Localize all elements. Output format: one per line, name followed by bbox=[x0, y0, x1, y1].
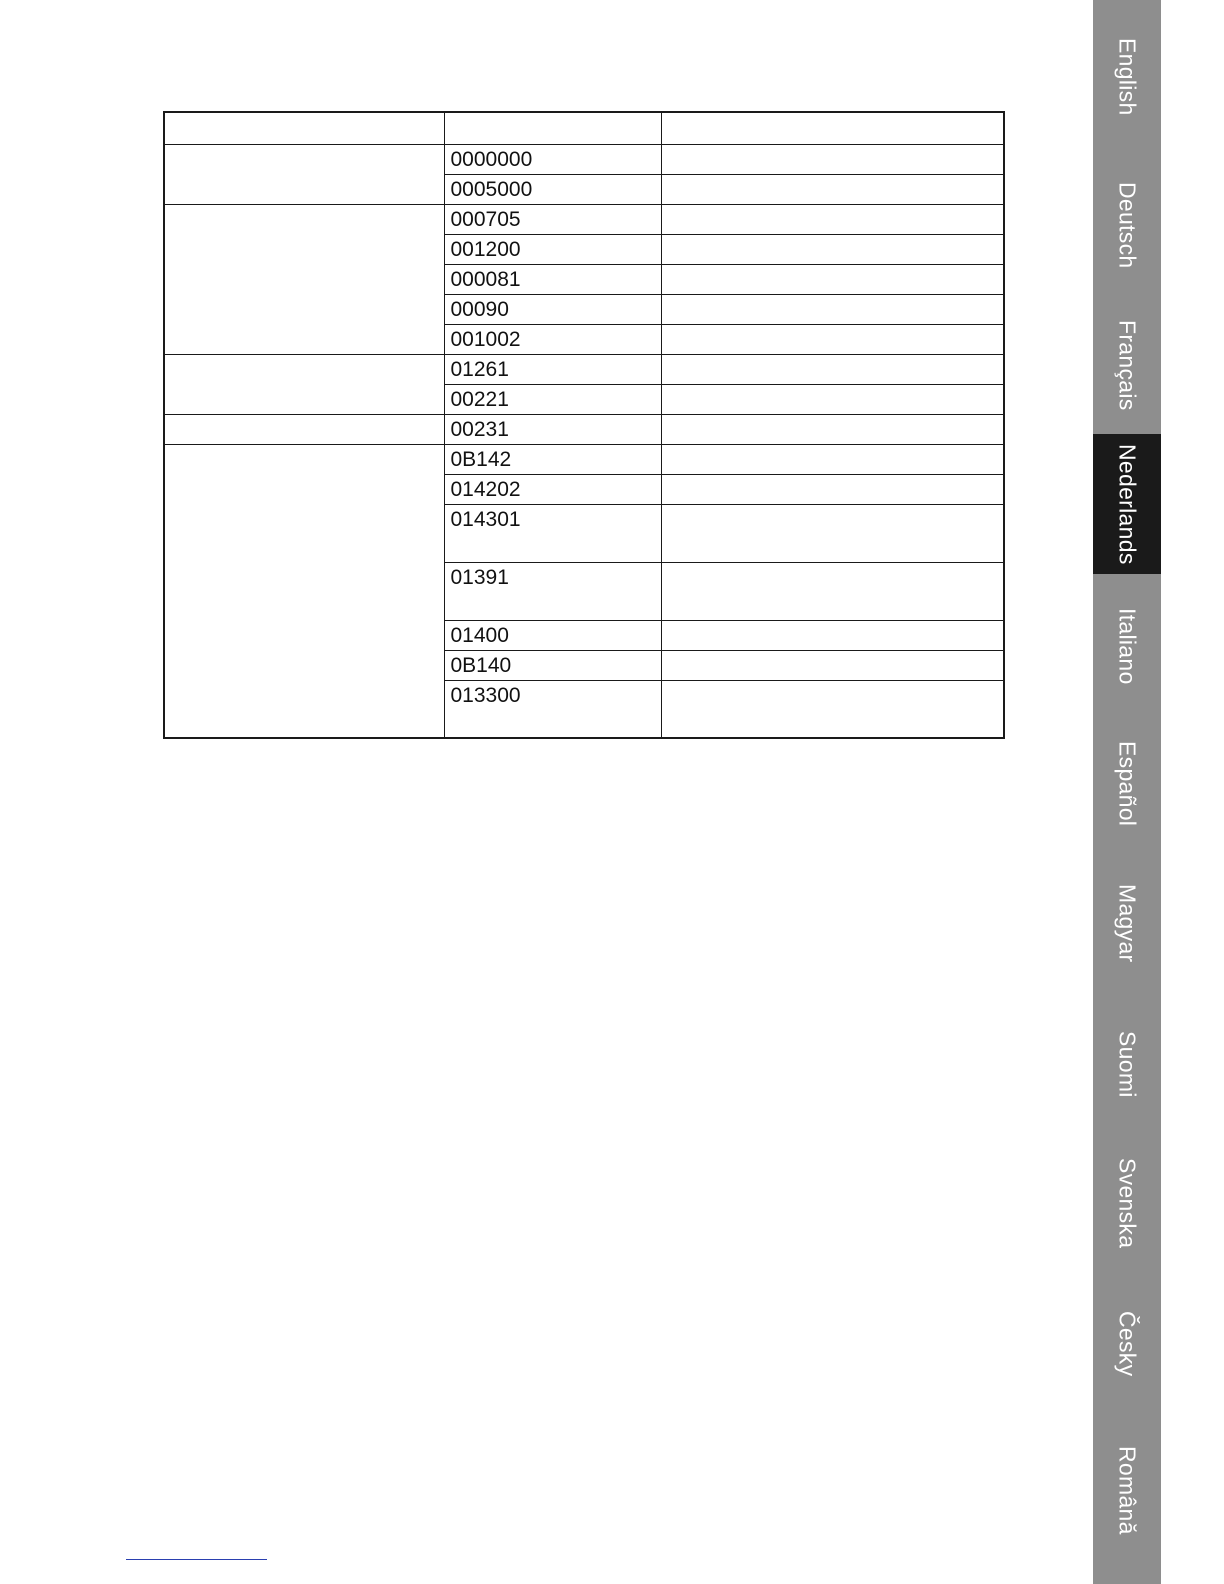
description-cell bbox=[661, 474, 1004, 504]
table-row bbox=[164, 144, 1004, 174]
description-cell bbox=[661, 384, 1004, 414]
tab-cesky[interactable] bbox=[1093, 1273, 1161, 1413]
table-header-row bbox=[164, 112, 1004, 144]
tab-label: Nederlands bbox=[1114, 444, 1141, 565]
tab-label: Magyar bbox=[1114, 884, 1141, 963]
code-table bbox=[163, 111, 1005, 739]
tab-label: Français bbox=[1114, 320, 1141, 411]
tab-magyar[interactable] bbox=[1093, 846, 1161, 986]
description-cell bbox=[661, 444, 1004, 474]
tab-romana[interactable] bbox=[1093, 1408, 1161, 1548]
table-row bbox=[164, 444, 1004, 474]
header-cell-code bbox=[444, 112, 661, 144]
description-cell bbox=[661, 174, 1004, 204]
table-row bbox=[164, 204, 1004, 234]
code-cell: 0005000 bbox=[444, 174, 661, 204]
description-cell bbox=[661, 144, 1004, 174]
code-cell: 014301 bbox=[444, 504, 661, 562]
code-cell: 00221 bbox=[444, 384, 661, 414]
code-cell: 001002 bbox=[444, 324, 661, 354]
tab-deutsch[interactable] bbox=[1093, 144, 1161, 284]
description-cell bbox=[661, 414, 1004, 444]
description-cell bbox=[661, 562, 1004, 620]
description-cell bbox=[661, 620, 1004, 650]
footer-rule bbox=[126, 1559, 267, 1560]
code-cell: 01400 bbox=[444, 620, 661, 650]
tab-english[interactable] bbox=[1093, 0, 1161, 140]
code-cell: 000705 bbox=[444, 204, 661, 234]
group-cell bbox=[164, 354, 444, 414]
group-cell bbox=[164, 144, 444, 204]
tab-label: English bbox=[1114, 38, 1141, 116]
code-cell: 00090 bbox=[444, 294, 661, 324]
tab-label: Česky bbox=[1114, 1311, 1141, 1377]
tab-francais[interactable] bbox=[1093, 282, 1161, 422]
description-cell bbox=[661, 354, 1004, 384]
tab-label: Română bbox=[1114, 1446, 1141, 1535]
description-cell bbox=[661, 234, 1004, 264]
code-cell: 01261 bbox=[444, 354, 661, 384]
tab-label: Deutsch bbox=[1114, 182, 1141, 269]
code-cell: 014202 bbox=[444, 474, 661, 504]
tab-label: Español bbox=[1114, 741, 1141, 827]
code-cell: 0B140 bbox=[444, 650, 661, 680]
tab-label: Svenska bbox=[1114, 1158, 1141, 1249]
header-cell-description bbox=[661, 112, 1004, 144]
tab-svenska[interactable] bbox=[1093, 1120, 1161, 1260]
table-row bbox=[164, 414, 1004, 444]
code-cell: 001200 bbox=[444, 234, 661, 264]
code-cell: 0B142 bbox=[444, 444, 661, 474]
description-cell bbox=[661, 324, 1004, 354]
code-cell: 013300 bbox=[444, 680, 661, 738]
tab-label: Italiano bbox=[1114, 608, 1141, 685]
table-row bbox=[164, 354, 1004, 384]
tab-suomi[interactable] bbox=[1093, 993, 1161, 1133]
description-cell bbox=[661, 680, 1004, 738]
tab-espanol[interactable] bbox=[1093, 703, 1161, 843]
code-cell: 00231 bbox=[444, 414, 661, 444]
group-cell bbox=[164, 444, 444, 738]
tab-italiano[interactable] bbox=[1093, 570, 1161, 710]
description-cell bbox=[661, 264, 1004, 294]
code-cell: 000081 bbox=[444, 264, 661, 294]
description-cell bbox=[661, 504, 1004, 562]
description-cell bbox=[661, 204, 1004, 234]
group-cell bbox=[164, 204, 444, 354]
language-tabs bbox=[1093, 0, 1161, 1584]
header-cell-category bbox=[164, 112, 444, 144]
description-cell bbox=[661, 294, 1004, 324]
group-cell bbox=[164, 414, 444, 444]
tab-nederlands[interactable] bbox=[1093, 434, 1161, 574]
code-cell: 01391 bbox=[444, 562, 661, 620]
tab-label: Suomi bbox=[1114, 1031, 1141, 1098]
description-cell bbox=[661, 650, 1004, 680]
code-cell: 0000000 bbox=[444, 144, 661, 174]
